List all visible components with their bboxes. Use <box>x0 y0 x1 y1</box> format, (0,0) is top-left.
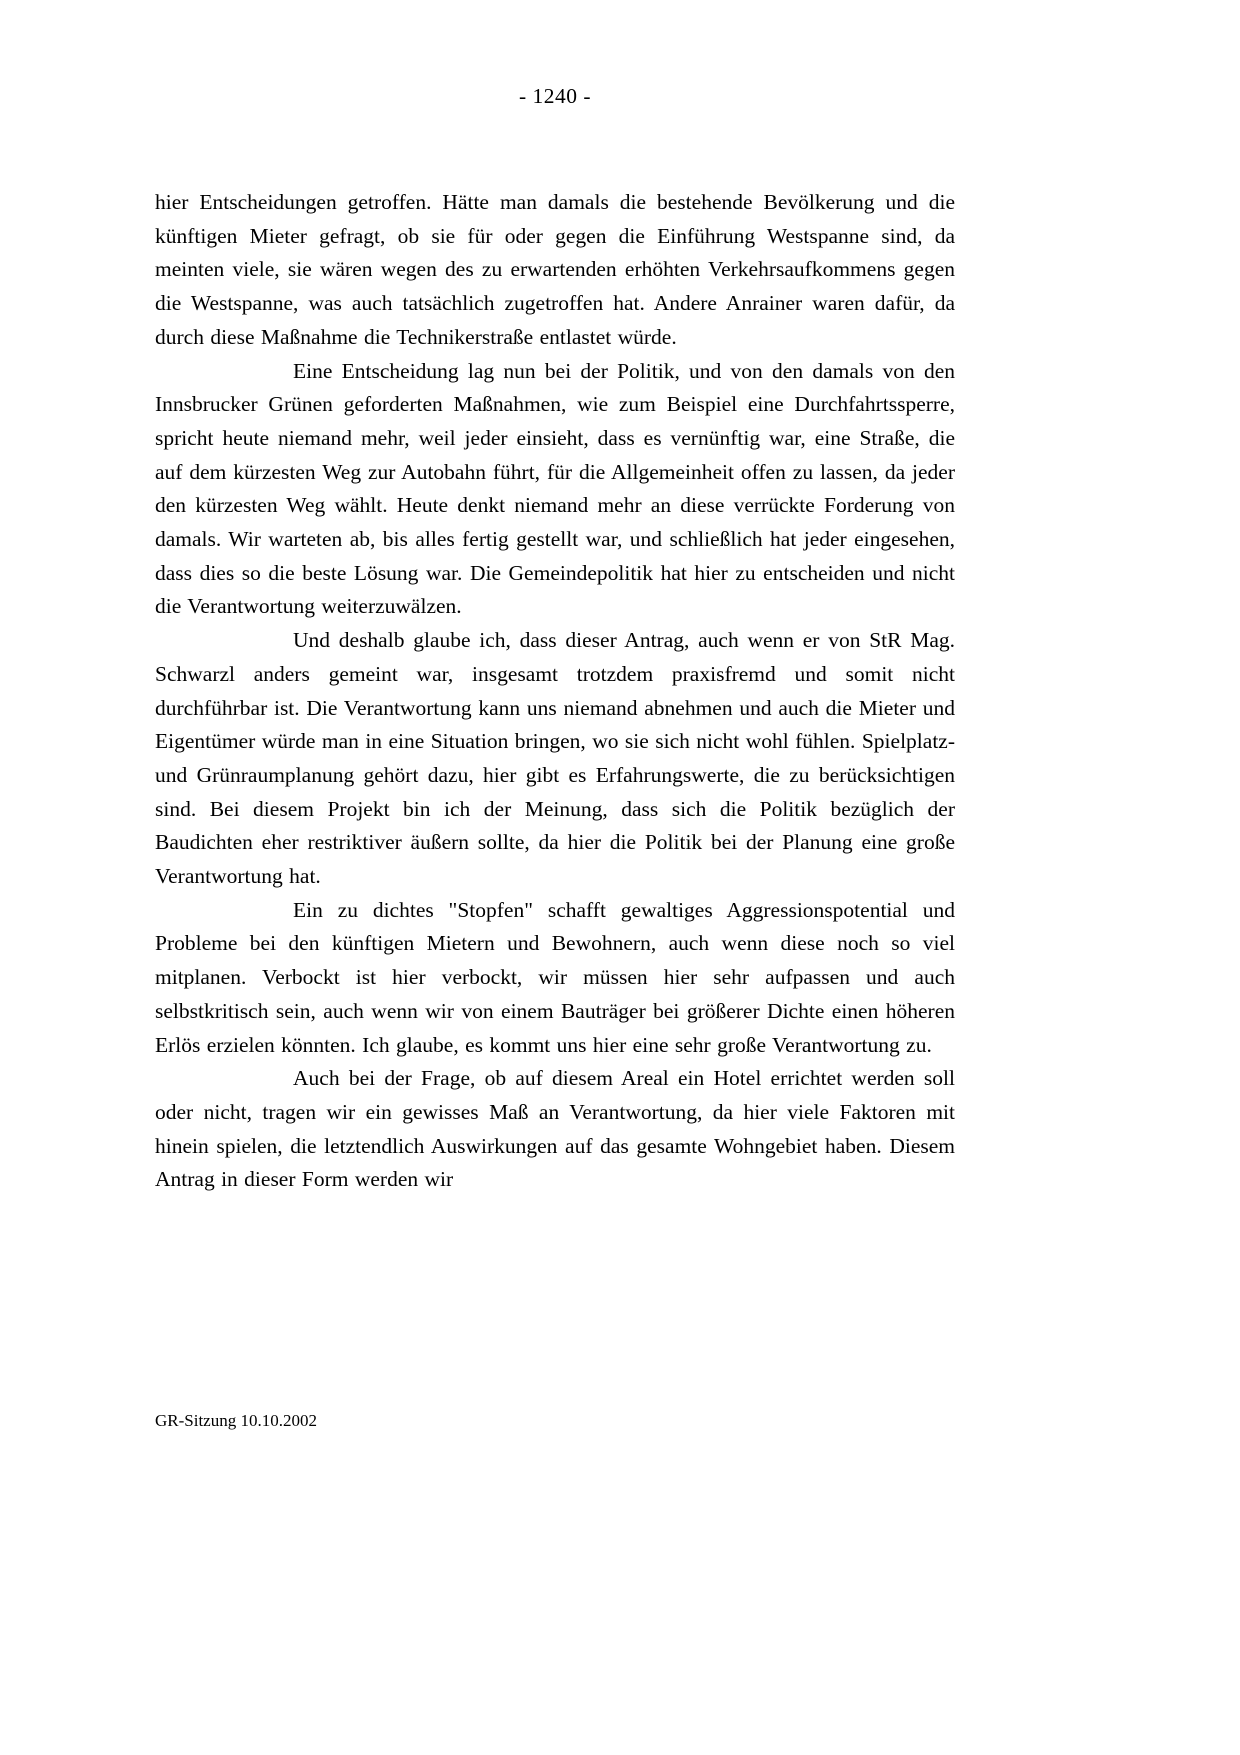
paragraph: Auch bei der Frage, ob auf diesem Areal ein Hotel errichtet werden soll oder nicht, tragen wir ein gewisses Maß an Verantwortung, da hier viele Faktoren mit hinein spielen, die letztendlich Auswirkungen auf das gesamte Wohngebiet haben. Diesem Antrag in dieser Form werden wir <box>155 1066 955 1192</box>
paragraph: hier Entscheidungen getroffen. Hätte man damals die bestehende Bevölkerung und die künftigen Mieter gefragt, ob sie für oder gegen die Einführung Westspanne sind, da meinten viele, sie wären wegen des zu erwartenden erhöhten Verkehrsaufkommens gegen die Westspanne, was auch tatsächlich zugetroffen hat. Andere Anrainer waren dafür, da durch diese Maßnahme die Technikerstraße entlastet würde. <box>155 190 955 349</box>
paragraph: Und deshalb glaube ich, dass dieser Antrag, auch wenn er von StR Mag. Schwarzl anders gemeint war, insgesamt trotzdem praxisfremd und somit nicht durchführbar ist. Die Verantwortung kann uns niemand abnehmen und auch die Mieter und Eigentümer würde man in eine Situation bringen, wo sie sich nicht wohl fühlen. Spielplatz- und Grünraumplanung gehört dazu, hier gibt es Erfahrungswerte, die zu berücksichtigen sind. Bei diesem Projekt bin ich der Meinung, dass sich die Politik bezüglich der Baudichten eher restriktiver äußern sollte, da hier die Politik bei der Planung eine große Verantwortung hat. <box>155 628 955 889</box>
document-body <box>155 186 955 1197</box>
page-number: - 1240 - <box>518 84 592 108</box>
paragraph: Eine Entscheidung lag nun bei der Politik, und von den damals von den Innsbrucker Grünen geforderten Maßnahmen, wie zum Beispiel eine Durchfahrtssperre, spricht heute niemand mehr, weil jeder einsieht, dass es vernünftig war, eine Straße, die auf dem kürzesten Weg zur Autobahn führt, für die Allgemeinheit offen zu lassen, da jeder den kürzesten Weg wählt. Heute denkt niemand mehr an diese verrückte Forderung von damals. Wir warteten ab, bis alles fertig gestellt war, und schließlich hat jeder eingesehen, dass dies so die beste Lösung war. Die Gemeindepolitik hat hier zu entscheiden und nicht die Verantwortung weiterzuwälzen. <box>155 358 955 619</box>
paragraph: Ein zu dichtes "Stopfen" schafft gewaltiges Aggressionspotential und Probleme bei den künftigen Mietern und Bewohnern, auch wenn diese noch so viel mitplanen. Verbockt ist hier verbockt, wir müssen hier sehr aufpassen und auch selbstkritisch sein, auch wenn wir von einem Bauträger bei größerer Dichte einen höheren Erlös erzielen könnten. Ich glaube, es kommt uns hier eine sehr große Verantwortung zu. <box>155 897 955 1057</box>
footer-text: GR-Sitzung 10.10.2002 <box>155 1411 317 1430</box>
